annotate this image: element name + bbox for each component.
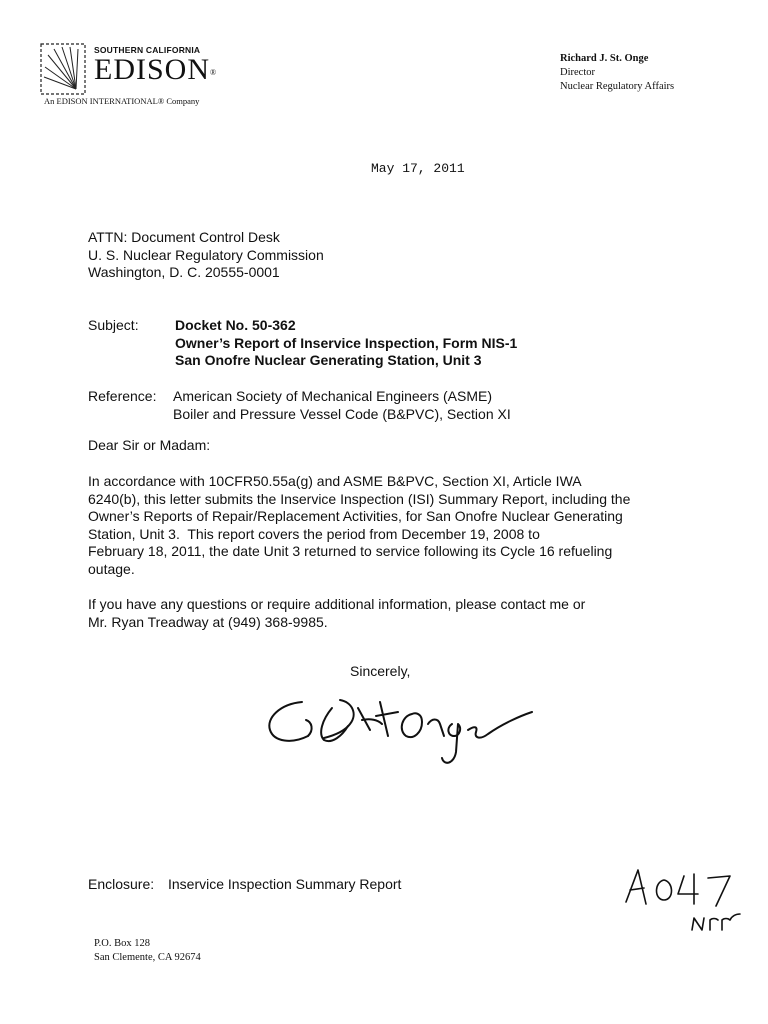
subject-line: Docket No. 50-362 (175, 317, 296, 333)
mailing-address (94, 937, 201, 965)
handwritten-routing-note (612, 860, 752, 940)
company-name-text: EDISON (94, 53, 210, 86)
paragraph-line: In accordance with 10CFR50.55a(g) and ASME B&PVC, Section XI, Article IWA (88, 473, 582, 489)
company-tagline: An EDISON INTERNATIONAL® Company (44, 96, 200, 106)
paragraph-line: February 18, 2011, the date Unit 3 returned to service following its Cycle 16 refueling (88, 543, 613, 559)
subject-line: Owner’s Report of Inservice Inspection, Form NIS-1 (175, 334, 518, 351)
edison-logo-icon (40, 43, 86, 95)
trademark-symbol: ® (210, 68, 218, 77)
body-paragraph-1 (88, 473, 630, 578)
paragraph-line: 6240(b), this letter submits the Inservice Inspection (ISI) Summary Report, including the (88, 490, 631, 507)
sender-title: Director (560, 67, 595, 78)
reference-line: American Society of Mechanical Engineers (ASME) (173, 388, 493, 404)
paragraph-line: Station, Unit 3. This report covers the period from December 19, 2008 to (88, 525, 540, 542)
reference-line: Boiler and Pressure Vessel Code (B&PVC), Section XI (173, 405, 511, 422)
sender-department: Nuclear Regulatory Affairs (560, 81, 675, 92)
enclosure-text: Inservice Inspection Summary Report (168, 876, 402, 892)
subject-line: San Onofre Nuclear Generating Station, Unit 3 (175, 352, 482, 368)
salutation: Dear Sir or Madam: (88, 437, 211, 453)
subject-block (175, 317, 517, 370)
body-paragraph-2 (88, 596, 585, 631)
handwritten-signature (262, 680, 534, 772)
closing: Sincerely, (350, 663, 411, 679)
subject-label: Subject: (88, 317, 139, 333)
recipient-line: Washington, D. C. 20555-0001 (88, 264, 280, 280)
letter-date: May 17, 2011 (371, 161, 465, 176)
sender-block (560, 52, 674, 94)
address-line: San Clemente, CA 92674 (94, 952, 201, 963)
recipient-block (88, 229, 324, 282)
paragraph-line: outage. (88, 560, 135, 577)
recipient-line: U. S. Nuclear Regulatory Commission (88, 246, 324, 263)
reference-block (173, 388, 511, 423)
paragraph-line: If you have any questions or require additional information, please contact me or (88, 596, 586, 612)
enclosure-label: Enclosure: (88, 876, 155, 892)
company-name (94, 55, 217, 85)
company-top-text: SOUTHERN CALIFORNIA (94, 45, 201, 55)
sender-name: Richard J. St. Onge (560, 53, 649, 64)
paragraph-line: Owner’s Reports of Repair/Replacement Activities, for San Onofre Nuclear Generating (88, 508, 623, 524)
reference-label: Reference: (88, 388, 157, 404)
paragraph-line: Mr. Ryan Treadway at (949) 368-9985. (88, 613, 328, 630)
recipient-line: ATTN: Document Control Desk (88, 229, 280, 245)
address-line: P.O. Box 128 (94, 938, 151, 949)
